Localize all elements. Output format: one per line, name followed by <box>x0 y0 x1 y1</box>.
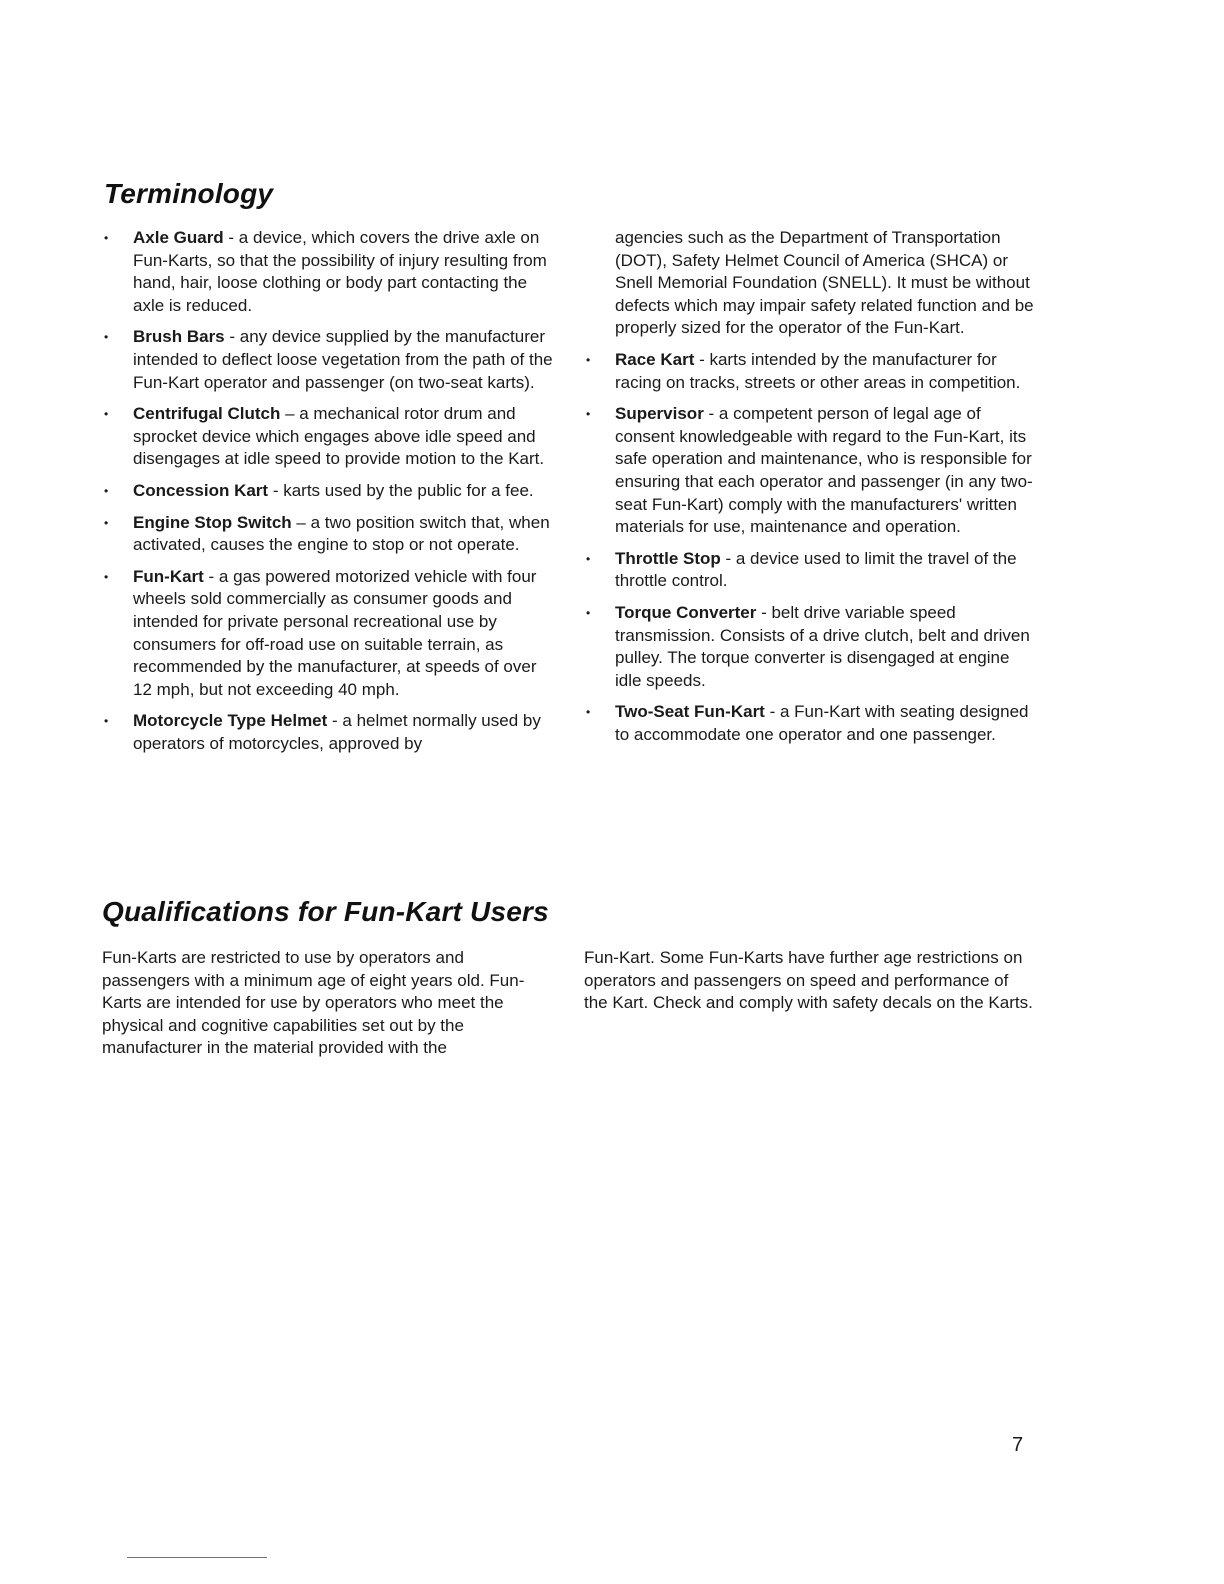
terminology-heading: Terminology <box>104 178 274 209</box>
term-name: Torque Converter <box>615 602 757 622</box>
qualifications-right-paragraph: Fun-Kart. Some Fun-Karts have further age restrictions on operators and passengers on speed and performance of the Kart. Check and comply with safety decals on the Karts. <box>584 948 1033 1013</box>
term-item <box>586 349 1036 394</box>
page-number: 7 <box>1012 1434 1024 1456</box>
bullet-icon: • <box>104 515 109 530</box>
term-definition: – a two position switch that, when activated, causes the engine to stop or not operate. <box>133 512 550 555</box>
term-item <box>586 701 1036 746</box>
bullet-icon: • <box>586 407 591 422</box>
scan-artifact-line <box>127 1557 267 1558</box>
bullet-icon: • <box>586 605 591 620</box>
term-name: Motorcycle Type Helmet <box>133 711 328 731</box>
term-name: Engine Stop Switch <box>133 512 292 532</box>
term-continuation <box>586 227 1036 340</box>
term-item <box>104 403 554 471</box>
bullet-icon: • <box>104 330 109 345</box>
term-definition: - a helmet normally used by operators of motorcycles, approved by <box>133 711 541 753</box>
term-name: Brush Bars <box>133 327 225 347</box>
term-item <box>104 710 554 755</box>
bullet-icon: • <box>586 551 591 566</box>
term-definition: - a device, which covers the drive axle on Fun-Karts, so that the possibility of injury resulting from hand, hair, loose clothing or body part contacting the axle is reduced. <box>133 228 547 315</box>
term-definition: – a mechanical rotor drum and sprocket device which engages above idle speed and disengages at idle speed to provide motion to the Kart. <box>133 404 545 469</box>
qualifications-heading: Qualifications for Fun-Kart Users <box>102 896 549 927</box>
term-definition: - karts intended by the manufacturer for racing on tracks, streets or other areas in competition. <box>615 349 1021 392</box>
bullet-icon: • <box>104 231 109 245</box>
term-item <box>104 326 554 394</box>
bullet-icon: • <box>586 705 591 720</box>
term-name: Supervisor <box>615 404 704 424</box>
term-name: Two-Seat Fun-Kart <box>615 702 765 722</box>
term-name: Race Kart <box>615 349 695 369</box>
bullet-icon: • <box>104 714 109 729</box>
terminology-left-column <box>104 227 554 764</box>
term-definition: - any device supplied by the manufacturer intended to deflect loose vegetation from the path of the Fun-Kart operator and passenger (on two-seat karts). <box>133 327 553 392</box>
term-definition: - a competent person of legal age of consent knowledgeable with regard to the Fun-Kart, its safe operation and maintenance, who is responsible for ensuring that each operator and passenger (in any two-seat Fun-Kart) comply with the manufacturers' written materials for use, maintenance and operation. <box>615 404 1033 537</box>
term-definition: - a Fun-Kart with seating designed to accommodate one operator and one passenger. <box>615 702 1029 744</box>
term-name: Concession Kart <box>133 480 269 500</box>
term-item <box>586 548 1036 593</box>
term-definition: - a gas powered motorized vehicle with four wheels sold commercially as consumer goods and intended for private personal recreational use by consumers for off-road use on suitable terrain, as recommended by the manufacturer, at speeds of over 12 mph, but not exceeding 40 mph. <box>133 566 537 699</box>
term-item <box>586 602 1036 692</box>
bullet-icon: • <box>104 569 109 584</box>
term-name: Fun-Kart <box>133 566 204 586</box>
bullet-icon: • <box>104 483 109 498</box>
bullet-icon: • <box>586 352 591 367</box>
term-item <box>104 512 554 557</box>
bullet-icon: • <box>104 407 109 422</box>
terminology-right-column <box>586 227 1036 755</box>
qualifications-left-paragraph: Fun-Karts are restricted to use by operators and passengers with a minimum age of eight years old. Fun-Karts are intended for use by operators who meet the physical and cognitive capabilities set out by the manufacturer in the material provided with the <box>102 948 525 1058</box>
term-definition: - karts used by the public for a fee. <box>268 480 534 500</box>
term-name: Axle Guard <box>133 228 224 247</box>
term-item <box>104 480 554 503</box>
term-name: Centrifugal Clutch <box>133 404 281 424</box>
term-definition: - a device used to limit the travel of the throttle control. <box>615 548 1017 591</box>
term-item <box>586 403 1036 539</box>
term-name: Throttle Stop <box>615 548 721 568</box>
term-item <box>104 227 554 317</box>
term-definition: - belt drive variable speed transmission. Consists of a drive clutch, belt and driven pulley. The torque converter is disengaged at engine idle speeds. <box>615 602 1030 690</box>
continuation-text: agencies such as the Department of Transportation (DOT), Safety Helmet Council of America (SHCA) or Snell Memorial Foundation (SNELL). It must be without defects which may impair safety related function and be properly sized for the operator of the Fun-Kart. <box>615 228 1034 338</box>
term-item <box>104 566 554 702</box>
